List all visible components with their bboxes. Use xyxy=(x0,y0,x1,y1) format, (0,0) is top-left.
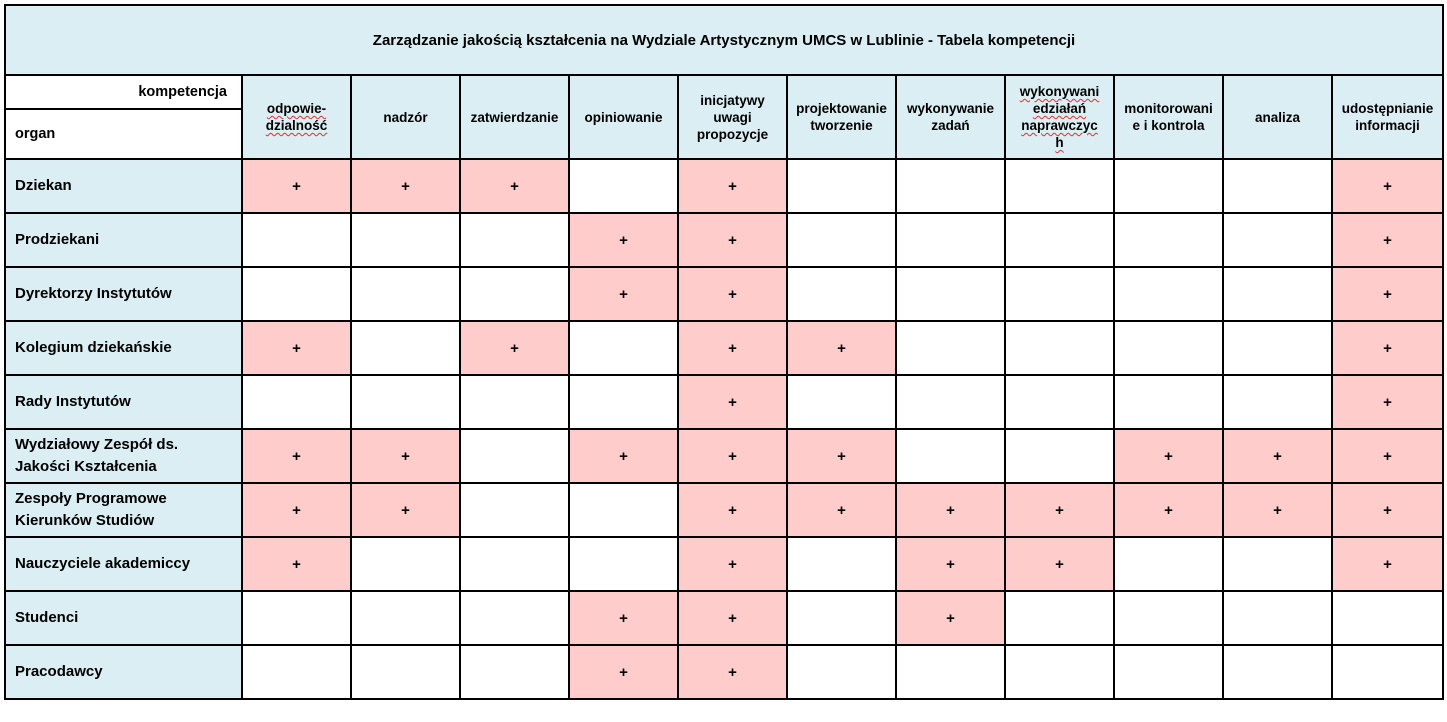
table-row xyxy=(5,537,1443,591)
competence-mark-cell: + xyxy=(1332,375,1443,429)
empty-cell xyxy=(242,591,351,645)
empty-cell xyxy=(1005,267,1114,321)
column-header-line: propozycje xyxy=(696,126,769,142)
competence-mark-cell: + xyxy=(1332,213,1443,267)
table-row xyxy=(5,645,1443,699)
competence-mark-cell: + xyxy=(678,213,787,267)
column-header-line: projektowanie xyxy=(796,101,887,116)
competence-mark-cell: + xyxy=(787,483,896,537)
corner-kompetencja: kompetencja xyxy=(5,75,242,109)
competence-mark-cell: + xyxy=(1332,267,1443,321)
competence-mark-cell: + xyxy=(1114,483,1223,537)
row-label-line: Dziekan xyxy=(15,177,72,194)
competence-mark-cell: + xyxy=(896,483,1005,537)
empty-cell xyxy=(896,213,1005,267)
empty-cell xyxy=(460,537,569,591)
empty-cell xyxy=(1005,159,1114,213)
row-label-line: Prodziekani xyxy=(15,231,100,248)
table-title: Zarządzanie jakością kształcenia na Wydziale Artystycznym UMCS w Lublinie - Tabela kompetencji xyxy=(5,5,1443,75)
competence-mark-cell: + xyxy=(569,645,678,699)
row-label-line: Wydziałowy Zespół ds. xyxy=(15,436,179,453)
row-label-line: Dyrektorzy Instytutów xyxy=(15,285,172,302)
competence-mark-cell: + xyxy=(678,591,787,645)
empty-cell xyxy=(242,645,351,699)
empty-cell xyxy=(1005,591,1114,645)
column-header xyxy=(787,75,896,159)
competence-table xyxy=(4,4,1444,700)
empty-cell xyxy=(787,645,896,699)
title-row xyxy=(5,5,1443,75)
empty-cell xyxy=(460,267,569,321)
row-label xyxy=(5,591,242,645)
table-row xyxy=(5,159,1443,213)
empty-cell xyxy=(896,645,1005,699)
column-header-line: udostępnianie xyxy=(1341,101,1434,116)
competence-mark-cell: + xyxy=(460,321,569,375)
column-header-line: dzialność xyxy=(265,118,328,133)
empty-cell xyxy=(1223,213,1332,267)
empty-cell xyxy=(1223,591,1332,645)
competence-mark-cell: + xyxy=(1114,429,1223,483)
empty-cell xyxy=(896,159,1005,213)
column-header-line: opiniowanie xyxy=(584,109,663,125)
column-header xyxy=(1223,75,1332,159)
empty-cell xyxy=(1114,267,1223,321)
row-label xyxy=(5,483,242,537)
empty-cell xyxy=(896,375,1005,429)
competence-mark-cell: + xyxy=(787,429,896,483)
corner-organ: organ xyxy=(5,109,242,159)
empty-cell xyxy=(1114,375,1223,429)
competence-mark-cell: + xyxy=(678,375,787,429)
column-header-line: zatwierdzanie xyxy=(470,109,559,125)
column-header-line: analiza xyxy=(1254,109,1301,125)
row-label-line: Rady Instytutów xyxy=(15,393,131,410)
empty-cell xyxy=(460,483,569,537)
empty-cell xyxy=(1223,267,1332,321)
empty-cell xyxy=(351,645,460,699)
competence-mark-cell: + xyxy=(678,483,787,537)
empty-cell xyxy=(1114,645,1223,699)
competence-mark-cell: + xyxy=(1332,429,1443,483)
empty-cell xyxy=(1332,591,1443,645)
empty-cell xyxy=(351,321,460,375)
competence-mark-cell: + xyxy=(1223,429,1332,483)
column-header-line: informacji xyxy=(1355,118,1420,133)
empty-cell xyxy=(1005,213,1114,267)
column-header-line: odpowie- xyxy=(266,101,327,116)
empty-cell xyxy=(460,213,569,267)
column-header-line: tworzenie xyxy=(810,118,873,133)
empty-cell xyxy=(351,591,460,645)
column-header-line: zadań xyxy=(931,118,970,133)
empty-cell xyxy=(1005,429,1114,483)
table-row xyxy=(5,591,1443,645)
empty-cell xyxy=(1005,645,1114,699)
empty-cell xyxy=(242,213,351,267)
competence-mark-cell: + xyxy=(678,537,787,591)
competence-mark-cell: + xyxy=(351,159,460,213)
competence-mark-cell: + xyxy=(569,591,678,645)
row-label-line: Kolegium dziekańskie xyxy=(15,339,172,356)
row-label-line: Zespoły Programowe xyxy=(15,490,167,507)
column-header-line: monitorowani xyxy=(1124,101,1213,116)
column-header xyxy=(242,75,351,159)
column-header-line: uwagi xyxy=(713,109,752,125)
competence-mark-cell: + xyxy=(1005,537,1114,591)
empty-cell xyxy=(1114,321,1223,375)
competence-mark-cell: + xyxy=(569,267,678,321)
empty-cell xyxy=(1114,537,1223,591)
competence-mark-cell: + xyxy=(1332,537,1443,591)
competence-mark-cell: + xyxy=(1332,159,1443,213)
empty-cell xyxy=(1332,645,1443,699)
empty-cell xyxy=(896,321,1005,375)
competence-mark-cell: + xyxy=(896,537,1005,591)
empty-cell xyxy=(787,213,896,267)
empty-cell xyxy=(351,537,460,591)
empty-cell xyxy=(787,267,896,321)
column-header xyxy=(460,75,569,159)
column-header xyxy=(569,75,678,159)
competence-mark-cell: + xyxy=(242,429,351,483)
column-header xyxy=(1332,75,1443,159)
row-label-line: Jakości Kształcenia xyxy=(15,458,157,475)
competence-mark-cell: + xyxy=(1332,321,1443,375)
table-row xyxy=(5,483,1443,537)
empty-cell xyxy=(242,375,351,429)
competence-mark-cell: + xyxy=(1005,483,1114,537)
row-label-line: Studenci xyxy=(15,609,79,626)
competence-mark-cell: + xyxy=(678,645,787,699)
empty-cell xyxy=(1223,321,1332,375)
empty-cell xyxy=(1114,213,1223,267)
competence-mark-cell: + xyxy=(678,429,787,483)
row-label xyxy=(5,213,242,267)
empty-cell xyxy=(569,537,678,591)
empty-cell xyxy=(569,375,678,429)
column-header xyxy=(896,75,1005,159)
competence-mark-cell: + xyxy=(678,159,787,213)
empty-cell xyxy=(1223,375,1332,429)
column-header xyxy=(678,75,787,159)
column-header-line: naprawczyc xyxy=(1021,118,1098,133)
empty-cell xyxy=(896,267,1005,321)
empty-cell xyxy=(1114,591,1223,645)
competence-mark-cell: + xyxy=(351,483,460,537)
column-header xyxy=(351,75,460,159)
empty-cell xyxy=(351,267,460,321)
empty-cell xyxy=(351,213,460,267)
competence-mark-cell: + xyxy=(569,213,678,267)
empty-cell xyxy=(242,267,351,321)
empty-cell xyxy=(896,429,1005,483)
column-header-line: h xyxy=(1055,135,1064,150)
competence-mark-cell: + xyxy=(351,429,460,483)
column-header-line: wykonywanie xyxy=(906,101,995,116)
empty-cell xyxy=(460,645,569,699)
column-header-line: wykonywani xyxy=(1019,84,1100,99)
row-label xyxy=(5,537,242,591)
table-row xyxy=(5,267,1443,321)
competence-mark-cell: + xyxy=(1332,483,1443,537)
table-row xyxy=(5,321,1443,375)
empty-cell xyxy=(460,375,569,429)
competence-mark-cell: + xyxy=(242,483,351,537)
row-label xyxy=(5,645,242,699)
row-label xyxy=(5,375,242,429)
competence-mark-cell: + xyxy=(569,429,678,483)
column-header xyxy=(1005,75,1114,159)
competence-table-wrapper xyxy=(4,4,1444,700)
empty-cell xyxy=(569,483,678,537)
competence-mark-cell: + xyxy=(678,321,787,375)
column-header-line: edziałań xyxy=(1032,101,1087,116)
competence-mark-cell: + xyxy=(242,159,351,213)
row-label xyxy=(5,321,242,375)
row-label xyxy=(5,267,242,321)
empty-cell xyxy=(1005,375,1114,429)
empty-cell xyxy=(1005,321,1114,375)
competence-mark-cell: + xyxy=(460,159,569,213)
empty-cell xyxy=(351,375,460,429)
header-row xyxy=(5,75,1443,109)
empty-cell xyxy=(1223,159,1332,213)
row-label-line: Nauczyciele akademiccy xyxy=(15,555,191,572)
column-header-line: inicjatywy xyxy=(700,92,765,108)
competence-mark-cell: + xyxy=(678,267,787,321)
competence-mark-cell: + xyxy=(242,321,351,375)
row-label xyxy=(5,159,242,213)
competence-mark-cell: + xyxy=(787,321,896,375)
competence-mark-cell: + xyxy=(896,591,1005,645)
table-row xyxy=(5,213,1443,267)
empty-cell xyxy=(569,321,678,375)
empty-cell xyxy=(569,159,678,213)
empty-cell xyxy=(787,537,896,591)
empty-cell xyxy=(787,159,896,213)
empty-cell xyxy=(1114,159,1223,213)
table-row xyxy=(5,375,1443,429)
competence-mark-cell: + xyxy=(242,537,351,591)
empty-cell xyxy=(460,591,569,645)
column-header-line: e i kontrola xyxy=(1132,118,1205,133)
row-label-line: Pracodawcy xyxy=(15,663,103,680)
empty-cell xyxy=(1223,645,1332,699)
column-header xyxy=(1114,75,1223,159)
empty-cell xyxy=(1223,537,1332,591)
row-label xyxy=(5,429,242,483)
row-label-line: Kierunków Studiów xyxy=(15,512,155,529)
competence-mark-cell: + xyxy=(1223,483,1332,537)
empty-cell xyxy=(787,375,896,429)
empty-cell xyxy=(787,591,896,645)
empty-cell xyxy=(460,429,569,483)
table-row xyxy=(5,429,1443,483)
column-header-line: nadzór xyxy=(383,109,428,125)
